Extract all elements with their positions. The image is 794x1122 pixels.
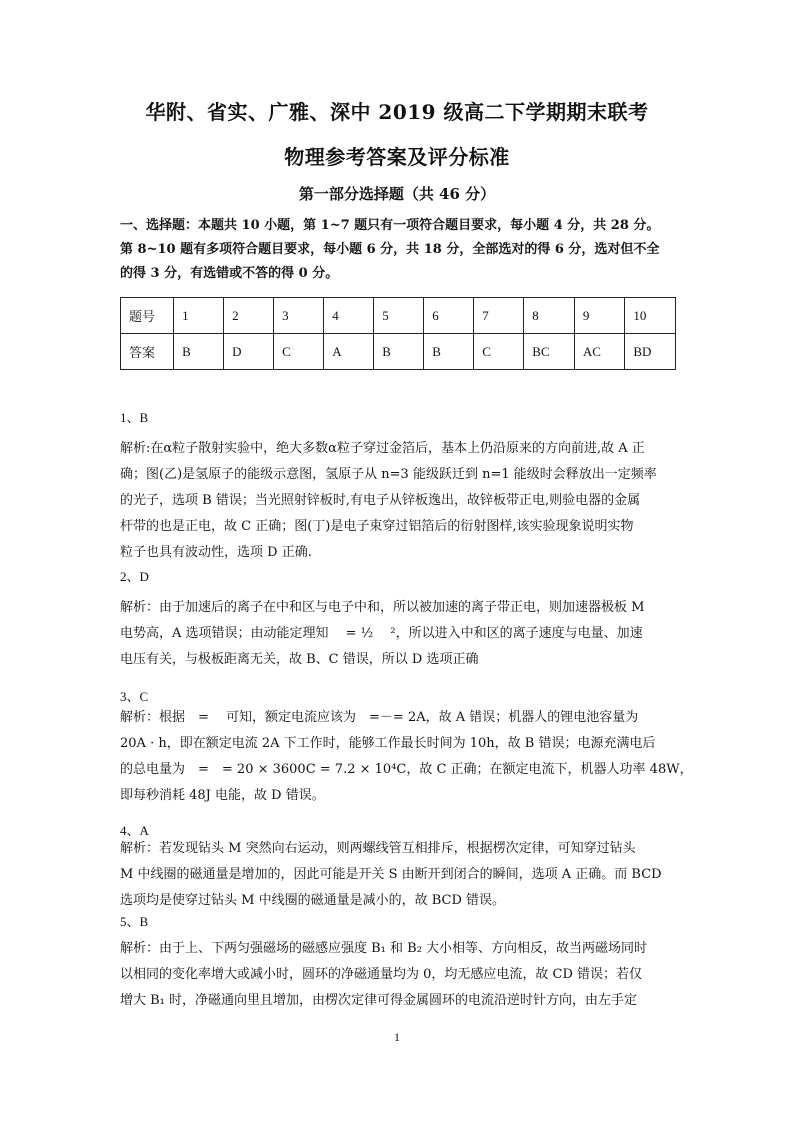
solution-line: 电势高，A 选项错误；由动能定理知 = ½ ²，所以进入中和区的离子速度与电量、加速: [120, 626, 643, 641]
document-title: 华附、省实、广雅、深中 2019 级高二下学期期末联考: [145, 100, 649, 124]
question-label: 5、B: [120, 914, 149, 929]
table-cell: 7: [474, 298, 524, 334]
table-cell: 2: [224, 298, 274, 334]
table-header-cell: 答案: [121, 334, 174, 370]
question-label: 2、D: [120, 569, 149, 584]
question-label: 3、C: [120, 689, 149, 704]
table-cell: 3: [274, 298, 324, 334]
question-label: 4、A: [120, 823, 149, 838]
solution-paragraph: [120, 936, 676, 1014]
instruction-line: 的得 3 分，有选错或不答的得 0 分。: [120, 266, 339, 281]
solution-paragraph: [120, 595, 676, 673]
table-header-cell: 题号: [121, 298, 174, 334]
solution-paragraph: [120, 836, 676, 914]
table-cell: 5: [374, 298, 424, 334]
solution-line: 的光子，选项 B 错误；当光照射锌板时,有电子从锌板逸出，故锌板带正电,则验电器的金属: [120, 493, 641, 508]
solution-line: 解析:在α粒子散射实验中，绝大多数α粒子穿过金箔后，基本上仍沿原来的方向前进,故 A 正: [120, 441, 645, 456]
solution-line: 解析：由于加速后的离子在中和区与电子中和，所以被加速的离子带正电，则加速器极板 M: [120, 600, 645, 615]
solution-line: 的总电量为 = = 20 × 3600C = 7.2 × 10⁴C，故 C 正确；在额定电流下，机器人功率 48W，: [120, 762, 693, 777]
document-subtitle: 物理参考答案及评分标准: [284, 145, 510, 169]
table-cell: A: [324, 334, 374, 370]
table-cell: C: [274, 334, 324, 370]
solution-line: 选项均是使穿过钻头 M 中线圈的磁通量是减小的，故 BCD 错误。: [120, 893, 506, 908]
table-cell: 8: [524, 298, 575, 334]
solution-paragraph: [120, 436, 676, 566]
solution-line: 以相同的变化率增大或减小时，圆环的净磁通量均为 0，均无感应电流，故 CD 错误；若仅: [120, 967, 643, 982]
table-row-numbers: [121, 298, 676, 334]
table-cell: BD: [625, 334, 676, 370]
solution-line: 确；图(乙)是氢原子的能级示意图，氢原子从 n=3 能级跃迁到 n=1 能级时会释放出一定频率: [120, 467, 657, 482]
instructions: [120, 214, 680, 286]
solution-line: 粒子也具有波动性，选项 D 正确.: [120, 545, 312, 560]
question-label: 1、B: [120, 410, 149, 425]
table-row-answers: [121, 334, 676, 370]
solution-line: 电压有关，与极板距离无关，故 B、C 错误，所以 D 选项正确: [120, 652, 479, 667]
solution-paragraph: [120, 705, 693, 809]
table-cell: D: [224, 334, 274, 370]
instruction-line: 第 8~10 题有多项符合题目要求，每小题 6 分，共 18 分，全部选对的得 6 分，选对但不全: [120, 242, 660, 257]
table-cell: 9: [574, 298, 625, 334]
instruction-line: 一、选择题：本题共 10 小题，第 1~7 题只有一项符合题目要求，每小题 4 分，共 28 分。: [120, 218, 660, 233]
solution-line: 解析：由于上、下两匀强磁场的磁感应强度 B₁ 和 B₂ 大小相等、方向相反，故当两磁场同时: [120, 941, 648, 956]
table-cell: C: [474, 334, 524, 370]
table-cell: 10: [625, 298, 676, 334]
solution-line: 增大 B₁ 时，净磁通向里且增加，由楞次定律可得金属圆环的电流沿逆时针方向，由左手定: [120, 993, 638, 1008]
solution-line: 解析：若发现钻头 M 突然向右运动，则两螺线管互相排斥，根据楞次定律，可知穿过钻头: [120, 841, 636, 856]
section-heading: 第一部分选择题（共 46 分）: [298, 185, 496, 203]
table-cell: 1: [174, 298, 224, 334]
answer-table: [120, 297, 676, 370]
table-cell: B: [424, 334, 474, 370]
solution-line: 20A · h，即在额定电流 2A 下工作时，能够工作最长时间为 10h，故 B 错误；电源充满电后: [120, 736, 656, 751]
table-cell: 4: [324, 298, 374, 334]
table-cell: 6: [424, 298, 474, 334]
table-cell: B: [374, 334, 424, 370]
table-cell: BC: [524, 334, 575, 370]
page-number: 1: [394, 1030, 400, 1044]
solution-line: 杆带的也是正电，故 C 正确；图(丁)是电子束穿过铝箔后的衍射图样,该实验现象说明实物: [120, 519, 634, 534]
table-cell: AC: [574, 334, 625, 370]
solution-line: 解析：根据 = 可知，额定电流应该为 =－= 2A，故 A 错误；机器人的锂电池容量为: [120, 710, 639, 725]
solution-line: 即每秒消耗 48J 电能，故 D 错误。: [120, 788, 325, 803]
table-cell: B: [174, 334, 224, 370]
solution-line: M 中线圈的磁通量是增加的，因此可能是开关 S 由断开到闭合的瞬间，选项 A 正确。而 BCD: [120, 867, 662, 882]
